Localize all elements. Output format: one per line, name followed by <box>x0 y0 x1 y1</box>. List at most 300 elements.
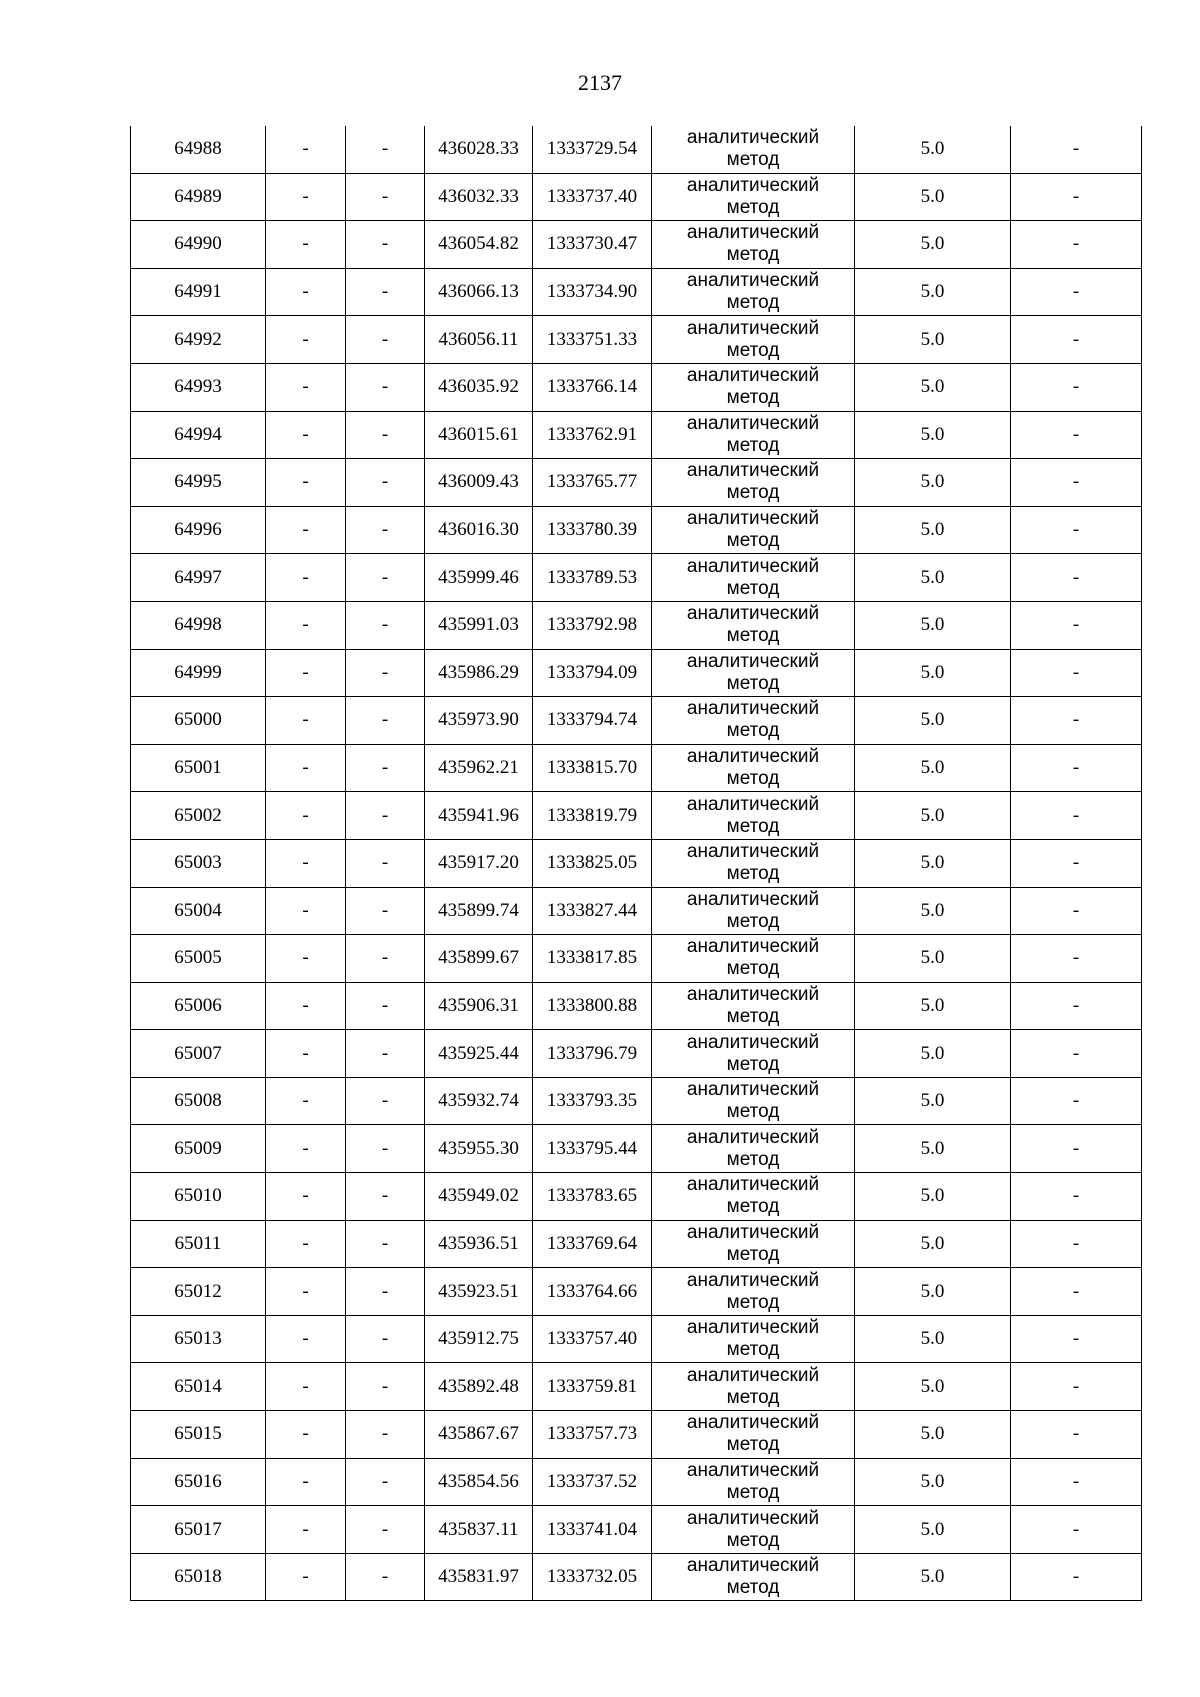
empty-value-cell: - <box>1011 221 1142 269</box>
method-text: метод <box>726 1434 780 1456</box>
empty-value-cell: - <box>1011 1411 1142 1459</box>
empty-value-cell: - <box>1011 1030 1142 1078</box>
y-coordinate-cell: 1333737.52 <box>533 1458 652 1506</box>
empty-value-cell: - <box>346 839 425 887</box>
method-text: метод <box>726 149 780 171</box>
y-coordinate-cell: 1333792.98 <box>533 601 652 649</box>
empty-value-cell: - <box>1011 1363 1142 1411</box>
table-row <box>131 1125 1142 1173</box>
method-cell <box>652 935 855 983</box>
empty-value-cell: - <box>266 1125 346 1173</box>
accuracy-cell: 5.0 <box>855 744 1011 792</box>
empty-value-cell: - <box>1011 173 1142 221</box>
empty-value-cell: - <box>1011 649 1142 697</box>
method-text: аналитический <box>686 270 820 292</box>
empty-value-cell: - <box>346 268 425 316</box>
empty-value-cell: - <box>346 887 425 935</box>
y-coordinate-cell: 1333817.85 <box>533 935 652 983</box>
x-coordinate-cell: 436032.33 <box>425 173 533 221</box>
method-cell <box>652 506 855 554</box>
method-text: аналитический <box>686 1126 820 1148</box>
method-text: аналитический <box>686 1079 820 1101</box>
x-coordinate-cell: 435999.46 <box>425 554 533 602</box>
accuracy-cell: 5.0 <box>855 126 1011 173</box>
empty-value-cell: - <box>1011 1506 1142 1554</box>
x-coordinate-cell: 435932.74 <box>425 1077 533 1125</box>
method-text: аналитический <box>686 698 820 720</box>
empty-value-cell: - <box>346 744 425 792</box>
x-coordinate-cell: 435986.29 <box>425 649 533 697</box>
x-coordinate-cell: 436016.30 <box>425 506 533 554</box>
x-coordinate-cell: 435899.67 <box>425 935 533 983</box>
method-text: метод <box>726 815 780 837</box>
table-row <box>131 173 1142 221</box>
empty-value-cell: - <box>1011 887 1142 935</box>
empty-value-cell: - <box>346 649 425 697</box>
method-cell <box>652 411 855 459</box>
method-text: метод <box>726 1243 780 1265</box>
y-coordinate-cell: 1333825.05 <box>533 839 652 887</box>
point-number-cell: 65003 <box>131 839 266 887</box>
y-coordinate-cell: 1333741.04 <box>533 1506 652 1554</box>
accuracy-cell: 5.0 <box>855 221 1011 269</box>
empty-value-cell: - <box>1011 459 1142 507</box>
empty-value-cell: - <box>346 1220 425 1268</box>
point-number-cell: 65013 <box>131 1315 266 1363</box>
table-row <box>131 1363 1142 1411</box>
point-number-cell: 64999 <box>131 649 266 697</box>
method-text: метод <box>726 577 780 599</box>
method-text: метод <box>726 768 780 790</box>
empty-value-cell: - <box>346 126 425 173</box>
table-row <box>131 1030 1142 1078</box>
empty-value-cell: - <box>266 221 346 269</box>
x-coordinate-cell: 435955.30 <box>425 1125 533 1173</box>
method-cell <box>652 1506 855 1554</box>
y-coordinate-cell: 1333794.09 <box>533 649 652 697</box>
empty-value-cell: - <box>1011 1458 1142 1506</box>
method-cell <box>652 744 855 792</box>
empty-value-cell: - <box>1011 982 1142 1030</box>
empty-value-cell: - <box>266 1411 346 1459</box>
method-text: аналитический <box>686 1317 820 1339</box>
accuracy-cell: 5.0 <box>855 1220 1011 1268</box>
method-cell <box>652 1030 855 1078</box>
y-coordinate-cell: 1333757.73 <box>533 1411 652 1459</box>
method-text: метод <box>726 482 780 504</box>
accuracy-cell: 5.0 <box>855 649 1011 697</box>
point-number-cell: 65008 <box>131 1077 266 1125</box>
y-coordinate-cell: 1333766.14 <box>533 363 652 411</box>
point-number-cell: 64995 <box>131 459 266 507</box>
method-text: метод <box>726 1386 780 1408</box>
empty-value-cell: - <box>266 887 346 935</box>
x-coordinate-cell: 436056.11 <box>425 316 533 364</box>
accuracy-cell: 5.0 <box>855 554 1011 602</box>
empty-value-cell: - <box>346 173 425 221</box>
y-coordinate-cell: 1333751.33 <box>533 316 652 364</box>
y-coordinate-cell: 1333795.44 <box>533 1125 652 1173</box>
method-cell <box>652 363 855 411</box>
table-row <box>131 1553 1142 1601</box>
method-cell <box>652 1125 855 1173</box>
y-coordinate-cell: 1333793.35 <box>533 1077 652 1125</box>
accuracy-cell: 5.0 <box>855 459 1011 507</box>
empty-value-cell: - <box>1011 697 1142 745</box>
method-cell <box>652 1553 855 1601</box>
accuracy-cell: 5.0 <box>855 1077 1011 1125</box>
empty-value-cell: - <box>346 411 425 459</box>
method-text: аналитический <box>686 508 820 530</box>
x-coordinate-cell: 436028.33 <box>425 126 533 173</box>
accuracy-cell: 5.0 <box>855 1553 1011 1601</box>
x-coordinate-cell: 435906.31 <box>425 982 533 1030</box>
method-text: метод <box>726 1577 780 1599</box>
method-text: аналитический <box>686 222 820 244</box>
point-number-cell: 64988 <box>131 126 266 173</box>
method-text: метод <box>726 1291 780 1313</box>
empty-value-cell: - <box>266 126 346 173</box>
x-coordinate-cell: 435917.20 <box>425 839 533 887</box>
method-cell <box>652 887 855 935</box>
method-text: аналитический <box>686 1364 820 1386</box>
method-text: метод <box>726 958 780 980</box>
method-text: аналитический <box>686 460 820 482</box>
point-number-cell: 65011 <box>131 1220 266 1268</box>
empty-value-cell: - <box>266 982 346 1030</box>
accuracy-cell: 5.0 <box>855 316 1011 364</box>
table-row <box>131 126 1142 173</box>
method-text: метод <box>726 1148 780 1170</box>
empty-value-cell: - <box>346 982 425 1030</box>
point-number-cell: 65000 <box>131 697 266 745</box>
method-cell <box>652 792 855 840</box>
method-text: метод <box>726 530 780 552</box>
y-coordinate-cell: 1333729.54 <box>533 126 652 173</box>
method-text: аналитический <box>686 936 820 958</box>
y-coordinate-cell: 1333794.74 <box>533 697 652 745</box>
empty-value-cell: - <box>346 459 425 507</box>
x-coordinate-cell: 435912.75 <box>425 1315 533 1363</box>
table-row <box>131 744 1142 792</box>
point-number-cell: 65018 <box>131 1553 266 1601</box>
accuracy-cell: 5.0 <box>855 411 1011 459</box>
empty-value-cell: - <box>346 1173 425 1221</box>
method-text: аналитический <box>686 1555 820 1577</box>
empty-value-cell: - <box>346 1458 425 1506</box>
empty-value-cell: - <box>346 1363 425 1411</box>
method-text: аналитический <box>686 1507 820 1529</box>
empty-value-cell: - <box>1011 1268 1142 1316</box>
table-row <box>131 887 1142 935</box>
method-text: метод <box>726 244 780 266</box>
method-text: аналитический <box>686 365 820 387</box>
method-text: аналитический <box>686 841 820 863</box>
table-row <box>131 649 1142 697</box>
table-row <box>131 1315 1142 1363</box>
empty-value-cell: - <box>1011 316 1142 364</box>
point-number-cell: 65016 <box>131 1458 266 1506</box>
method-cell <box>652 1077 855 1125</box>
x-coordinate-cell: 435949.02 <box>425 1173 533 1221</box>
method-text: аналитический <box>686 1412 820 1434</box>
point-number-cell: 65014 <box>131 1363 266 1411</box>
method-cell <box>652 649 855 697</box>
empty-value-cell: - <box>266 459 346 507</box>
y-coordinate-cell: 1333734.90 <box>533 268 652 316</box>
accuracy-cell: 5.0 <box>855 1506 1011 1554</box>
empty-value-cell: - <box>266 1173 346 1221</box>
point-number-cell: 65005 <box>131 935 266 983</box>
method-text: метод <box>726 1529 780 1551</box>
method-text: метод <box>726 1481 780 1503</box>
method-text: метод <box>726 434 780 456</box>
page-number: 2137 <box>578 70 622 95</box>
empty-value-cell: - <box>346 1077 425 1125</box>
accuracy-cell: 5.0 <box>855 1030 1011 1078</box>
method-cell <box>652 601 855 649</box>
table-body <box>131 126 1142 1601</box>
point-number-cell: 65010 <box>131 1173 266 1221</box>
method-text: аналитический <box>686 888 820 910</box>
empty-value-cell: - <box>266 935 346 983</box>
accuracy-cell: 5.0 <box>855 363 1011 411</box>
empty-value-cell: - <box>266 1268 346 1316</box>
method-text: метод <box>726 910 780 932</box>
empty-value-cell: - <box>266 363 346 411</box>
method-cell <box>652 1173 855 1221</box>
empty-value-cell: - <box>1011 1315 1142 1363</box>
point-number-cell: 65002 <box>131 792 266 840</box>
method-text: метод <box>726 1053 780 1075</box>
empty-value-cell: - <box>346 1315 425 1363</box>
empty-value-cell: - <box>346 1553 425 1601</box>
empty-value-cell: - <box>266 792 346 840</box>
empty-value-cell: - <box>266 1220 346 1268</box>
accuracy-cell: 5.0 <box>855 173 1011 221</box>
empty-value-cell: - <box>1011 1173 1142 1221</box>
empty-value-cell: - <box>1011 411 1142 459</box>
empty-value-cell: - <box>266 1506 346 1554</box>
method-text: метод <box>726 1339 780 1361</box>
point-number-cell: 65004 <box>131 887 266 935</box>
y-coordinate-cell: 1333757.40 <box>533 1315 652 1363</box>
method-text: метод <box>726 339 780 361</box>
x-coordinate-cell: 435899.74 <box>425 887 533 935</box>
empty-value-cell: - <box>346 221 425 269</box>
empty-value-cell: - <box>346 1411 425 1459</box>
method-cell <box>652 1315 855 1363</box>
x-coordinate-cell: 435925.44 <box>425 1030 533 1078</box>
empty-value-cell: - <box>1011 935 1142 983</box>
table-row <box>131 792 1142 840</box>
point-number-cell: 64990 <box>131 221 266 269</box>
accuracy-cell: 5.0 <box>855 982 1011 1030</box>
empty-value-cell: - <box>346 935 425 983</box>
table-row <box>131 363 1142 411</box>
method-text: метод <box>726 1005 780 1027</box>
table-row <box>131 1506 1142 1554</box>
y-coordinate-cell: 1333796.79 <box>533 1030 652 1078</box>
method-cell <box>652 316 855 364</box>
empty-value-cell: - <box>1011 363 1142 411</box>
table-row <box>131 935 1142 983</box>
empty-value-cell: - <box>346 601 425 649</box>
empty-value-cell: - <box>1011 601 1142 649</box>
point-number-cell: 64989 <box>131 173 266 221</box>
empty-value-cell: - <box>346 1506 425 1554</box>
method-cell <box>652 459 855 507</box>
x-coordinate-cell: 435991.03 <box>425 601 533 649</box>
point-number-cell: 64996 <box>131 506 266 554</box>
y-coordinate-cell: 1333815.70 <box>533 744 652 792</box>
empty-value-cell: - <box>1011 268 1142 316</box>
method-text: метод <box>726 292 780 314</box>
method-cell <box>652 126 855 173</box>
accuracy-cell: 5.0 <box>855 1411 1011 1459</box>
method-text: аналитический <box>686 1174 820 1196</box>
method-text: метод <box>726 1101 780 1123</box>
method-text: аналитический <box>686 317 820 339</box>
y-coordinate-cell: 1333769.64 <box>533 1220 652 1268</box>
empty-value-cell: - <box>266 744 346 792</box>
accuracy-cell: 5.0 <box>855 1363 1011 1411</box>
empty-value-cell: - <box>346 554 425 602</box>
x-coordinate-cell: 435973.90 <box>425 697 533 745</box>
empty-value-cell: - <box>266 1077 346 1125</box>
empty-value-cell: - <box>266 1030 346 1078</box>
method-cell <box>652 697 855 745</box>
empty-value-cell: - <box>346 363 425 411</box>
x-coordinate-cell: 435867.67 <box>425 1411 533 1459</box>
empty-value-cell: - <box>266 839 346 887</box>
empty-value-cell: - <box>346 316 425 364</box>
method-text: аналитический <box>686 793 820 815</box>
method-text: аналитический <box>686 1269 820 1291</box>
empty-value-cell: - <box>266 506 346 554</box>
x-coordinate-cell: 435962.21 <box>425 744 533 792</box>
method-text: аналитический <box>686 1031 820 1053</box>
empty-value-cell: - <box>266 697 346 745</box>
empty-value-cell: - <box>1011 554 1142 602</box>
y-coordinate-cell: 1333780.39 <box>533 506 652 554</box>
accuracy-cell: 5.0 <box>855 1268 1011 1316</box>
y-coordinate-cell: 1333737.40 <box>533 173 652 221</box>
table-row <box>131 554 1142 602</box>
empty-value-cell: - <box>266 268 346 316</box>
method-cell <box>652 1268 855 1316</box>
point-number-cell: 64991 <box>131 268 266 316</box>
y-coordinate-cell: 1333827.44 <box>533 887 652 935</box>
x-coordinate-cell: 435892.48 <box>425 1363 533 1411</box>
point-number-cell: 65017 <box>131 1506 266 1554</box>
y-coordinate-cell: 1333783.65 <box>533 1173 652 1221</box>
method-cell <box>652 1458 855 1506</box>
accuracy-cell: 5.0 <box>855 1173 1011 1221</box>
empty-value-cell: - <box>266 1315 346 1363</box>
method-text: аналитический <box>686 127 820 149</box>
method-text: метод <box>726 863 780 885</box>
table-row <box>131 601 1142 649</box>
method-text: метод <box>726 387 780 409</box>
method-text: метод <box>726 625 780 647</box>
empty-value-cell: - <box>1011 1553 1142 1601</box>
empty-value-cell: - <box>266 173 346 221</box>
empty-value-cell: - <box>346 792 425 840</box>
y-coordinate-cell: 1333765.77 <box>533 459 652 507</box>
empty-value-cell: - <box>346 506 425 554</box>
x-coordinate-cell: 435923.51 <box>425 1268 533 1316</box>
empty-value-cell: - <box>266 1363 346 1411</box>
method-text: аналитический <box>686 174 820 196</box>
table-row <box>131 982 1142 1030</box>
table-row <box>131 1077 1142 1125</box>
y-coordinate-cell: 1333762.91 <box>533 411 652 459</box>
empty-value-cell: - <box>266 1553 346 1601</box>
x-coordinate-cell: 435941.96 <box>425 792 533 840</box>
method-text: метод <box>726 672 780 694</box>
method-text: метод <box>726 1196 780 1218</box>
method-cell <box>652 1220 855 1268</box>
empty-value-cell: - <box>266 316 346 364</box>
table-row <box>131 1220 1142 1268</box>
accuracy-cell: 5.0 <box>855 697 1011 745</box>
y-coordinate-cell: 1333730.47 <box>533 221 652 269</box>
table-row <box>131 411 1142 459</box>
x-coordinate-cell: 436035.92 <box>425 363 533 411</box>
y-coordinate-cell: 1333759.81 <box>533 1363 652 1411</box>
table-row <box>131 459 1142 507</box>
table-row <box>131 697 1142 745</box>
method-cell <box>652 982 855 1030</box>
x-coordinate-cell: 435837.11 <box>425 1506 533 1554</box>
x-coordinate-cell: 436015.61 <box>425 411 533 459</box>
table-row <box>131 1411 1142 1459</box>
method-text: аналитический <box>686 412 820 434</box>
method-text: аналитический <box>686 746 820 768</box>
point-number-cell: 65012 <box>131 1268 266 1316</box>
empty-value-cell: - <box>266 601 346 649</box>
table-row <box>131 1268 1142 1316</box>
method-cell <box>652 221 855 269</box>
empty-value-cell: - <box>346 697 425 745</box>
method-cell <box>652 268 855 316</box>
point-number-cell: 65001 <box>131 744 266 792</box>
table-row <box>131 839 1142 887</box>
point-number-cell: 65007 <box>131 1030 266 1078</box>
table-row <box>131 1458 1142 1506</box>
accuracy-cell: 5.0 <box>855 506 1011 554</box>
method-text: аналитический <box>686 650 820 672</box>
empty-value-cell: - <box>266 649 346 697</box>
empty-value-cell: - <box>1011 1125 1142 1173</box>
x-coordinate-cell: 435854.56 <box>425 1458 533 1506</box>
table-row <box>131 1173 1142 1221</box>
empty-value-cell: - <box>1011 506 1142 554</box>
method-cell <box>652 1363 855 1411</box>
point-number-cell: 64998 <box>131 601 266 649</box>
point-number-cell: 64997 <box>131 554 266 602</box>
method-cell <box>652 173 855 221</box>
accuracy-cell: 5.0 <box>855 839 1011 887</box>
table-row <box>131 506 1142 554</box>
point-number-cell: 65006 <box>131 982 266 1030</box>
method-cell <box>652 839 855 887</box>
accuracy-cell: 5.0 <box>855 601 1011 649</box>
empty-value-cell: - <box>1011 1220 1142 1268</box>
method-text: аналитический <box>686 603 820 625</box>
y-coordinate-cell: 1333789.53 <box>533 554 652 602</box>
